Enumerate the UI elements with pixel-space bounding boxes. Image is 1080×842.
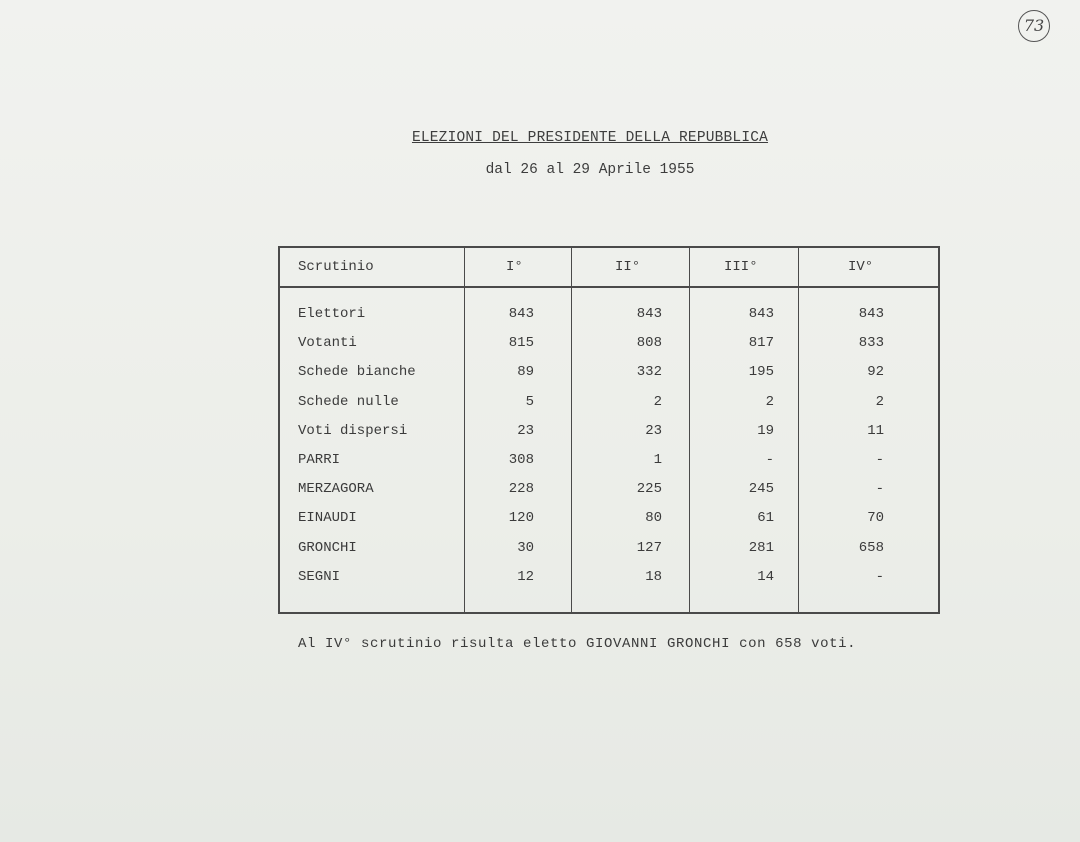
table-cell: 30: [517, 540, 534, 556]
table-cell: 1: [653, 452, 662, 468]
row-label: PARRI: [298, 452, 341, 468]
header-round-2: II°: [615, 259, 641, 275]
table-cell: 843: [636, 306, 662, 322]
row-label: Schede nulle: [298, 394, 399, 410]
table-header-row: [280, 248, 938, 288]
table-cell: 195: [748, 364, 774, 380]
table-cell: 61: [757, 510, 774, 526]
column-divider: [798, 248, 799, 612]
table-cell: 228: [508, 481, 534, 497]
results-table: [278, 246, 940, 614]
table-cell: 225: [636, 481, 662, 497]
table-cell: -: [875, 452, 884, 468]
table-cell: 245: [748, 481, 774, 497]
table-cell: -: [765, 452, 774, 468]
table-cell: 2: [765, 394, 774, 410]
table-cell: 89: [517, 364, 534, 380]
header-round-4: IV°: [848, 259, 874, 275]
header-round-3: III°: [724, 259, 758, 275]
table-cell: 14: [757, 569, 774, 585]
row-label: Votanti: [298, 335, 357, 351]
table-cell: 19: [757, 423, 774, 439]
table-cell: 70: [867, 510, 884, 526]
row-label: Elettori: [298, 306, 366, 322]
table-cell: 658: [858, 540, 884, 556]
table-cell: 833: [858, 335, 884, 351]
column-divider: [571, 248, 572, 612]
table-cell: 23: [645, 423, 662, 439]
header-round-1: I°: [506, 259, 523, 275]
row-label: SEGNI: [298, 569, 341, 585]
table-cell: 92: [867, 364, 884, 380]
table-cell: 80: [645, 510, 662, 526]
table-cell: 2: [875, 394, 884, 410]
table-cell: 281: [748, 540, 774, 556]
table-cell: 817: [748, 335, 774, 351]
table-cell: 120: [508, 510, 534, 526]
table-cell: 843: [508, 306, 534, 322]
document-subtitle: dal 26 al 29 Aprile 1955: [485, 162, 695, 178]
document-title: ELEZIONI DEL PRESIDENTE DELLA REPUBBLICA: [411, 130, 769, 146]
table-cell: 11: [867, 423, 884, 439]
table-cell: -: [875, 481, 884, 497]
row-label: MERZAGORA: [298, 481, 374, 497]
row-label: Schede bianche: [298, 364, 416, 380]
table-cell: 843: [858, 306, 884, 322]
table-cell: 12: [517, 569, 534, 585]
table-cell: 2: [653, 394, 662, 410]
table-cell: 5: [525, 394, 534, 410]
table-cell: 815: [508, 335, 534, 351]
row-label: EINAUDI: [298, 510, 357, 526]
row-label: GRONCHI: [298, 540, 357, 556]
column-divider: [689, 248, 690, 612]
page-number: 73: [1018, 10, 1050, 42]
row-label: Voti dispersi: [298, 423, 408, 439]
table-cell: 332: [636, 364, 662, 380]
election-result-note: Al IV° scrutinio risulta eletto GIOVANNI GRONCHI con 658 voti.: [298, 636, 857, 652]
table-cell: 18: [645, 569, 662, 585]
table-cell: 843: [748, 306, 774, 322]
table-cell: 23: [517, 423, 534, 439]
column-divider: [464, 248, 465, 612]
table-cell: 308: [508, 452, 534, 468]
table-cell: -: [875, 569, 884, 585]
table-cell: 808: [636, 335, 662, 351]
header-scrutinio: Scrutinio: [298, 259, 374, 275]
table-cell: 127: [636, 540, 662, 556]
